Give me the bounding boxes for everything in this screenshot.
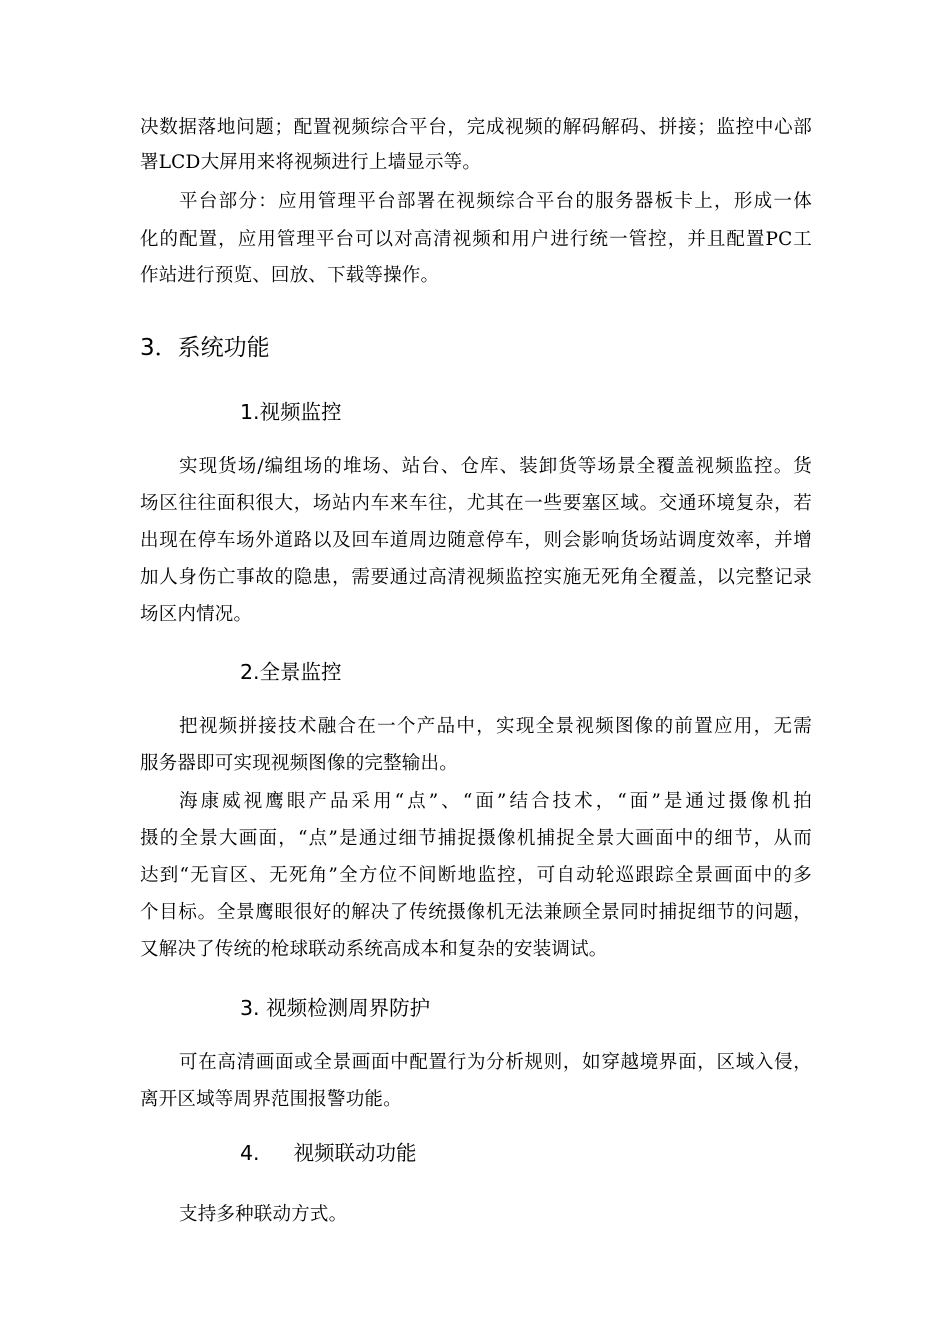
subsection-heading: 2.全景监控 (240, 660, 342, 684)
paragraph-line: 化的配置，应用管理平台可以对高清视频和用户进行统一管控，并且配置PC工 (140, 229, 812, 250)
paragraph-line: 场区内情况。 (140, 604, 253, 625)
subsection-heading: 1.视频监控 (240, 400, 342, 424)
paragraph-line: 平台部分：应用管理平台部署在视频综合平台的服务器板卡上，形成一体 (179, 191, 812, 212)
subsection-heading: 3. 视频检测周界防护 (240, 996, 431, 1020)
paragraph-line: 署LCD大屏用来将视频进行上墙显示等。 (140, 152, 482, 173)
subsection-number: 4. (240, 1141, 260, 1165)
paragraph-line: 又解决了传统的枪球联动系统高成本和复杂的安装调试。 (140, 939, 608, 960)
paragraph-line: 可在高清画面或全景画面中配置行为分析规则，如穿越境界面，区域入侵， (179, 1052, 812, 1073)
paragraph-line: 摄的全景大画面，“点”是通过细节捕捉摄像机捕捉全景大画面中的细节，从而 (140, 828, 812, 849)
paragraph-line: 支持多种联动方式。 (179, 1204, 348, 1225)
paragraph-line: 个目标。全景鹰眼很好的解决了传统摄像机无法兼顾全景同时捕捉细节的问题， (140, 902, 812, 923)
subsection-heading (240, 1139, 417, 1167)
paragraph-line: 出现在停车场外道路以及回车道周边随意停车，则会影响货场站调度效率，并增 (140, 530, 812, 551)
paragraph-line: 达到“无盲区、无死角”全方位不间断地监控，可自动轮巡跟踪全景画面中的多 (140, 865, 812, 886)
paragraph-line: 离开区域等周界范围报警功能。 (140, 1089, 402, 1110)
paragraph-line: 作站进行预览、回放、下载等操作。 (140, 265, 440, 286)
paragraph-line: 加人身伤亡事故的隐患，需要通过高清视频监控实施无死角全覆盖，以完整记录 (140, 567, 812, 588)
paragraph-line: 海康威视鹰眼产品采用“点”、“面”结合技术，“面”是通过摄像机拍 (179, 791, 812, 812)
paragraph-line: 实现货场/编组场的堆场、站台、仓库、装卸货等场景全覆盖视频监控。货 (179, 456, 812, 477)
paragraph-line: 决数据落地问题；配置视频综合平台，完成视频的解码解码、拼接；监控中心部 (140, 117, 812, 138)
subsection-title: 视频联动功能 (293, 1141, 417, 1165)
paragraph-line: 把视频拼接技术融合在一个产品中，实现全景视频图像的前置应用，无需 (179, 716, 812, 737)
section-heading: 3．系统功能 (140, 335, 270, 361)
paragraph-line: 场区往往面积很大，场站内车来车往，尤其在一些要塞区域。交通环境复杂，若 (140, 493, 812, 514)
paragraph-line: 服务器即可实现视频图像的完整输出。 (140, 753, 458, 774)
